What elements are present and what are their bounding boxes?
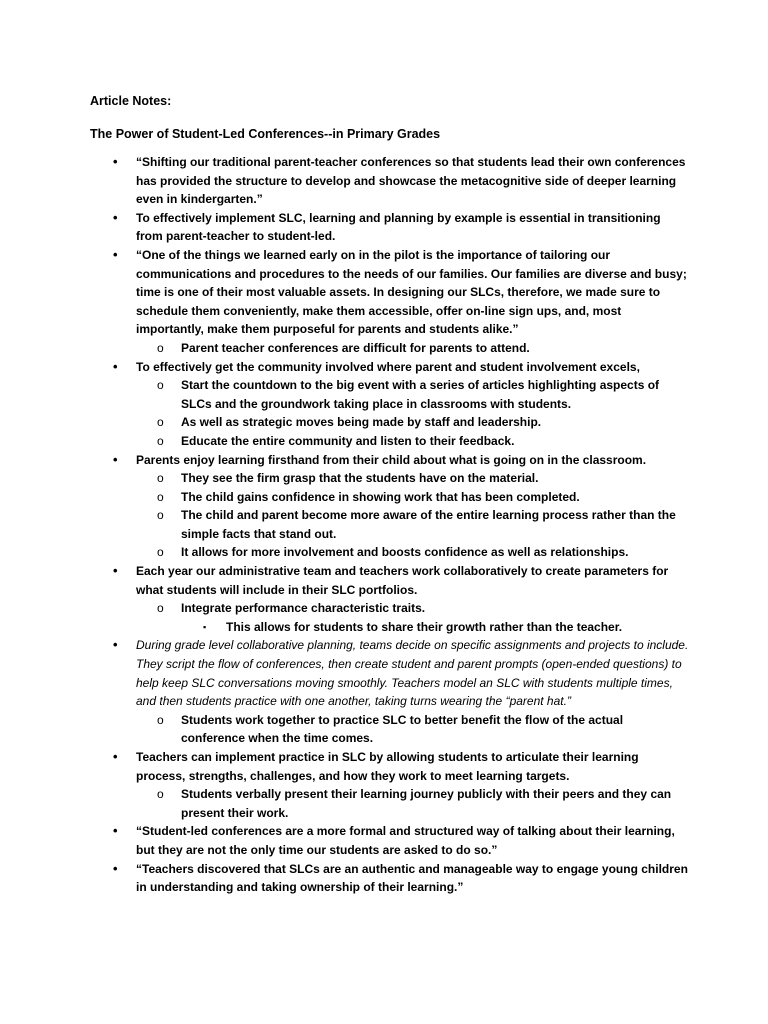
note-item-level-3 bbox=[90, 618, 690, 637]
note-item-level-1 bbox=[90, 358, 690, 377]
note-text: Each year our administrative team and teachers work collaboratively to create parameters for what students will include in their SLC portfolios. bbox=[136, 564, 669, 597]
bullet-icon: • bbox=[113, 358, 118, 374]
note-item-level-2 bbox=[90, 469, 690, 488]
bullet-icon: o bbox=[157, 433, 164, 448]
note-item-level-1 bbox=[90, 153, 690, 209]
note-text: The child gains confidence in showing work that has been completed. bbox=[181, 489, 580, 504]
bullet-icon: • bbox=[113, 246, 118, 262]
bullet-icon: o bbox=[157, 415, 164, 430]
note-item-level-2 bbox=[90, 432, 690, 451]
note-text: “Teachers discovered that SLCs are an authentic and manageable way to engage young children in understanding and taking ownership of their learning.” bbox=[136, 861, 688, 895]
article-title: The Power of Student-Led Conferences--in Primary Grades bbox=[90, 126, 441, 141]
bullet-icon: o bbox=[157, 712, 164, 727]
note-item-level-2 bbox=[90, 339, 690, 358]
note-text: “Shifting our traditional parent-teacher conferences so that students lead their own conferences has provided the structure to develop and showcase the metacognitive side of deeper learning even in kindergarten.” bbox=[136, 155, 686, 207]
bullet-icon: • bbox=[113, 637, 118, 653]
note-item-level-1 bbox=[90, 246, 690, 339]
note-item-level-2 bbox=[90, 413, 690, 432]
bullet-icon: • bbox=[113, 563, 118, 579]
note-item-level-1 bbox=[90, 822, 690, 859]
note-text: “One of the things we learned early on in the pilot is the importance of tailoring our communications and procedures to the needs of our families. Our families are diverse and busy; time is one of their most valuable assets. In designing our SLCs, therefore, we made sure to schedule them conveniently, make them accessible, offer on-line sign ups, and, most importantly, make them purposeful for parents and students alike.” bbox=[136, 247, 687, 337]
bullet-icon: o bbox=[157, 545, 164, 560]
bullet-icon: • bbox=[113, 451, 118, 467]
bullet-icon: o bbox=[157, 787, 164, 802]
note-item-level-2 bbox=[90, 506, 690, 543]
note-item-level-2 bbox=[90, 543, 690, 562]
note-text: Students verbally present their learning journey publicly with their peers and they can present their work. bbox=[181, 787, 672, 820]
note-text: It allows for more involvement and boosts confidence as well as relationships. bbox=[181, 545, 629, 560]
note-item-level-2 bbox=[90, 376, 690, 413]
document-page bbox=[90, 92, 690, 897]
note-item-level-1 bbox=[90, 209, 690, 246]
note-text: As well as strategic moves being made by staff and leadership. bbox=[181, 415, 542, 430]
note-item-level-2 bbox=[90, 599, 690, 618]
note-item-level-2 bbox=[90, 785, 690, 822]
bullet-icon: o bbox=[157, 489, 164, 504]
note-item-level-2 bbox=[90, 488, 690, 507]
note-text: “Student-led conferences are a more formal and structured way of talking about their learning, but they are not the only time our students are asked to do so.” bbox=[136, 824, 675, 857]
note-text: Parents enjoy learning firsthand from their child about what is going on in the classroom. bbox=[136, 452, 647, 467]
note-item-level-2 bbox=[90, 711, 690, 748]
bullet-icon: o bbox=[157, 508, 164, 523]
bullet-icon: • bbox=[113, 860, 118, 876]
bullet-icon: • bbox=[113, 749, 118, 764]
note-text: The child and parent become more aware of the entire learning process rather than the simple facts that stand out. bbox=[181, 508, 676, 541]
note-item-level-1 bbox=[90, 562, 690, 599]
note-text: Educate the entire community and listen to their feedback. bbox=[181, 433, 515, 448]
page-title: Article Notes: bbox=[90, 94, 172, 108]
bullet-icon: • bbox=[113, 209, 118, 225]
note-text: Teachers can implement practice in SLC by allowing students to articulate their learning process, strengths, challenges, and how they work to meet learning targets. bbox=[136, 750, 639, 783]
note-text: Integrate performance characteristic traits. bbox=[181, 601, 426, 616]
note-text: Start the countdown to the big event with a series of articles highlighting aspects of SLCs and the groundwork taking place in classrooms with students. bbox=[181, 378, 660, 411]
note-text: To effectively get the community involved where parent and student involvement excels, bbox=[136, 359, 640, 374]
note-item-level-1 bbox=[90, 748, 690, 785]
bullet-icon: o bbox=[157, 601, 164, 616]
bullet-icon: • bbox=[113, 154, 118, 169]
note-text: To effectively implement SLC, learning and planning by example is essential in transitioning from parent-teacher to student-led. bbox=[136, 210, 661, 244]
bullet-icon: ▪ bbox=[203, 621, 207, 632]
note-text: During grade level collaborative planning, teams decide on specific assignments and projects to include. They script the flow of conferences, then create student and parent prompts (open-ended questions) to help keep SLC conversations moving smoothly. Teachers model an SLC with students multiple times, and then students practice with one another, taking turns wearing the “parent hat.” bbox=[136, 638, 689, 709]
note-item-level-1 bbox=[90, 451, 690, 470]
note-text: Students work together to practice SLC to better benefit the flow of the actual conference when the time comes. bbox=[181, 712, 624, 746]
bullet-icon: o bbox=[157, 340, 164, 355]
bullet-icon: • bbox=[113, 823, 118, 839]
note-text: Parent teacher conferences are difficult for parents to attend. bbox=[181, 340, 530, 355]
note-text: They see the firm grasp that the students have on the material. bbox=[181, 471, 539, 486]
note-text: This allows for students to share their growth rather than the teacher. bbox=[226, 619, 623, 634]
note-item-level-1 bbox=[90, 636, 690, 710]
notes-list bbox=[90, 153, 690, 897]
note-item-level-1 bbox=[90, 860, 690, 897]
bullet-icon: o bbox=[157, 378, 164, 393]
bullet-icon: o bbox=[157, 471, 164, 486]
